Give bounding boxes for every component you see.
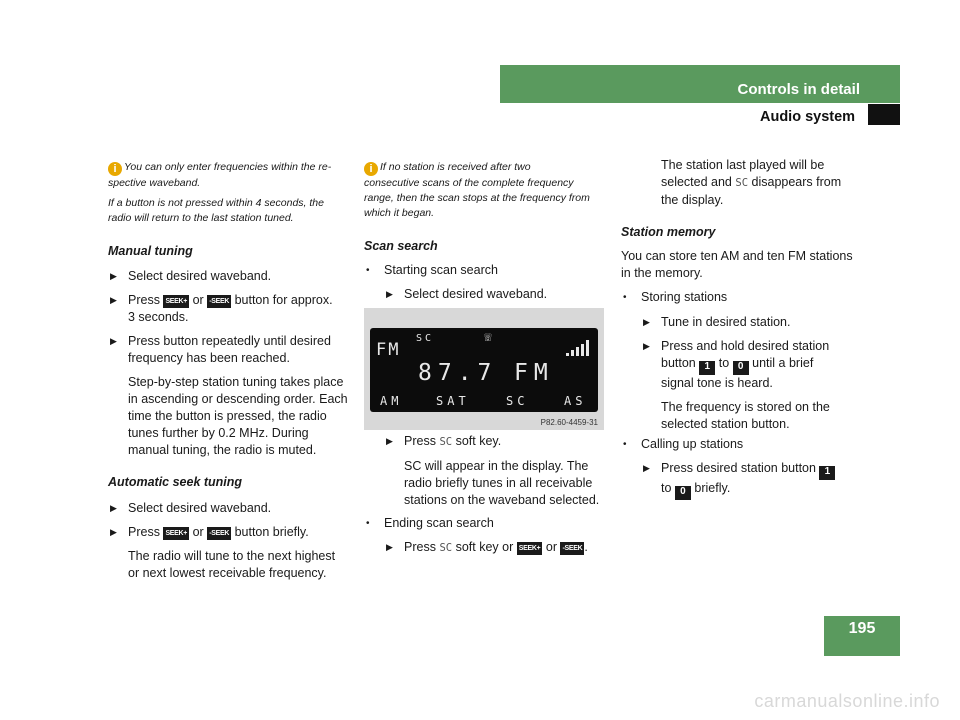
step-press-station-button: ▶ Press desired station button 1 to 0 briefly.	[643, 460, 873, 500]
heading-scan-search: Scan search	[364, 239, 438, 253]
seek-plus-key-icon: SEEK+	[163, 527, 189, 540]
arrow-icon: ▶	[643, 463, 650, 473]
step-press-seek: ▶ Press SEEK+ or -SEEK button for approx. 3 seconds.	[110, 293, 333, 324]
watermark: carmanualsonline.info	[754, 691, 940, 711]
step-press-seek-briefly: ▶ Press SEEK+ or -SEEK button briefly. The radio will tune to the next highest or next lowest receivable frequency.	[110, 525, 336, 580]
step-press-hold-station: ▶ Press and hold desired station button 1 to 0 until a brief signal tone is heard. The frequency is stored on the selected station button.	[643, 339, 830, 431]
heading-automatic-seek: Automatic seek tuning	[108, 475, 243, 489]
header-marker	[868, 104, 900, 125]
lcd-band-left: FM	[376, 340, 401, 360]
signal-strength-icon	[566, 336, 598, 356]
softkey-sc: SC	[506, 394, 529, 408]
sc-softkey-label: SC	[439, 542, 453, 554]
lcd-frequency: 87.7	[418, 360, 498, 386]
seek-minus-key-icon: -SEEK	[560, 542, 584, 555]
step-select-waveband-2: ▶ Select desired waveband.	[110, 501, 272, 515]
seek-plus-key-icon: SEEK+	[517, 542, 543, 555]
station-button-0-icon: 0	[675, 486, 691, 500]
subsection-title: Audio system	[760, 109, 856, 125]
sc-label: SC	[735, 177, 749, 189]
sc-softkey-label: SC	[439, 436, 453, 448]
seek-plus-key-icon: SEEK+	[163, 295, 189, 308]
lcd-sc-indicator: SC	[416, 333, 435, 344]
softkey-sat: SAT	[436, 394, 470, 408]
arrow-icon: ▶	[643, 317, 650, 327]
heading-manual-tuning: Manual tuning	[108, 244, 193, 258]
bullet-ending-scan: • Ending scan search	[366, 516, 494, 530]
arrow-icon: ▶	[386, 436, 393, 446]
seek-minus-key-icon: -SEEK	[207, 295, 231, 308]
phone-icon: ☏	[484, 330, 492, 345]
heading-station-memory: Station memory	[621, 225, 716, 239]
arrow-icon: ▶	[110, 527, 117, 537]
bullet-icon: •	[366, 265, 370, 276]
bullet-icon: •	[623, 292, 627, 303]
step-press-sc-or-seek: ▶ Press SC soft key or SEEK+ or -SEEK .	[386, 540, 588, 554]
arrow-icon: ▶	[386, 289, 393, 299]
step-select-waveband: ▶ Select desired waveband.	[110, 269, 272, 283]
arrow-icon: ▶	[386, 542, 393, 552]
bullet-icon: •	[623, 439, 627, 450]
softkey-as: AS	[564, 394, 587, 408]
figure-code: P82.60-4459-31	[540, 418, 598, 427]
station-button-1-icon: 1	[819, 466, 835, 480]
info-note-scan: i If no station is received after two consecutive scans of the complete frequency range, then the scan stops at the frequency from which it began.	[364, 161, 590, 219]
seek-minus-key-icon: -SEEK	[207, 527, 231, 540]
info-note-2: If a button is not pressed within 4 seconds, the radio will return to the last station tuned.	[108, 197, 324, 224]
memory-intro: You can store ten AM and ten FM stations in the memory.	[621, 249, 853, 280]
bullet-storing-stations: • Storing stations	[623, 290, 728, 304]
info-icon: i	[108, 162, 122, 176]
arrow-icon: ▶	[643, 341, 650, 351]
radio-lcd	[370, 328, 598, 412]
station-button-0-icon: 0	[733, 361, 749, 375]
arrow-icon: ▶	[110, 336, 117, 346]
station-button-1-icon: 1	[699, 361, 715, 375]
step-press-sc: ▶ Press SC soft key. SC will appear in the display. The radio briefly tunes in all receivable stations on the waveband selected.	[386, 434, 600, 507]
scan-result-text: The station last played will be selected and SC disappears from the display.	[661, 158, 842, 207]
bullet-starting-scan: • Starting scan search	[366, 263, 498, 277]
info-icon: i	[364, 162, 378, 176]
step-select-waveband-scan: ▶ Select desired waveband.	[386, 287, 548, 301]
arrow-icon: ▶	[110, 503, 117, 513]
lcd-band: FM	[514, 360, 554, 386]
radio-display-figure	[364, 308, 604, 430]
column-1	[108, 160, 348, 226]
bullet-icon: •	[366, 518, 370, 529]
header-band	[500, 65, 900, 103]
page-number: 195	[848, 620, 876, 637]
arrow-icon: ▶	[110, 295, 117, 305]
softkey-am: AM	[380, 394, 403, 408]
info-note: i You can only enter frequencies within the re- spective waveband.	[108, 161, 332, 189]
bullet-calling-up-stations: • Calling up stations	[623, 437, 744, 451]
step-tune-station: ▶ Tune in desired station.	[643, 315, 791, 329]
arrow-icon: ▶	[110, 271, 117, 281]
section-title: Controls in detail	[737, 81, 860, 98]
step-press-repeatedly: ▶ Press button repeatedly until desired frequency has been reached. Step-by-step station tuning takes place in ascending or descending order. Each time the button is pressed, the radio tunes further by 0.2 MHz. During manual tuning, the radio is muted.	[110, 334, 348, 457]
page-number-box	[824, 616, 900, 656]
